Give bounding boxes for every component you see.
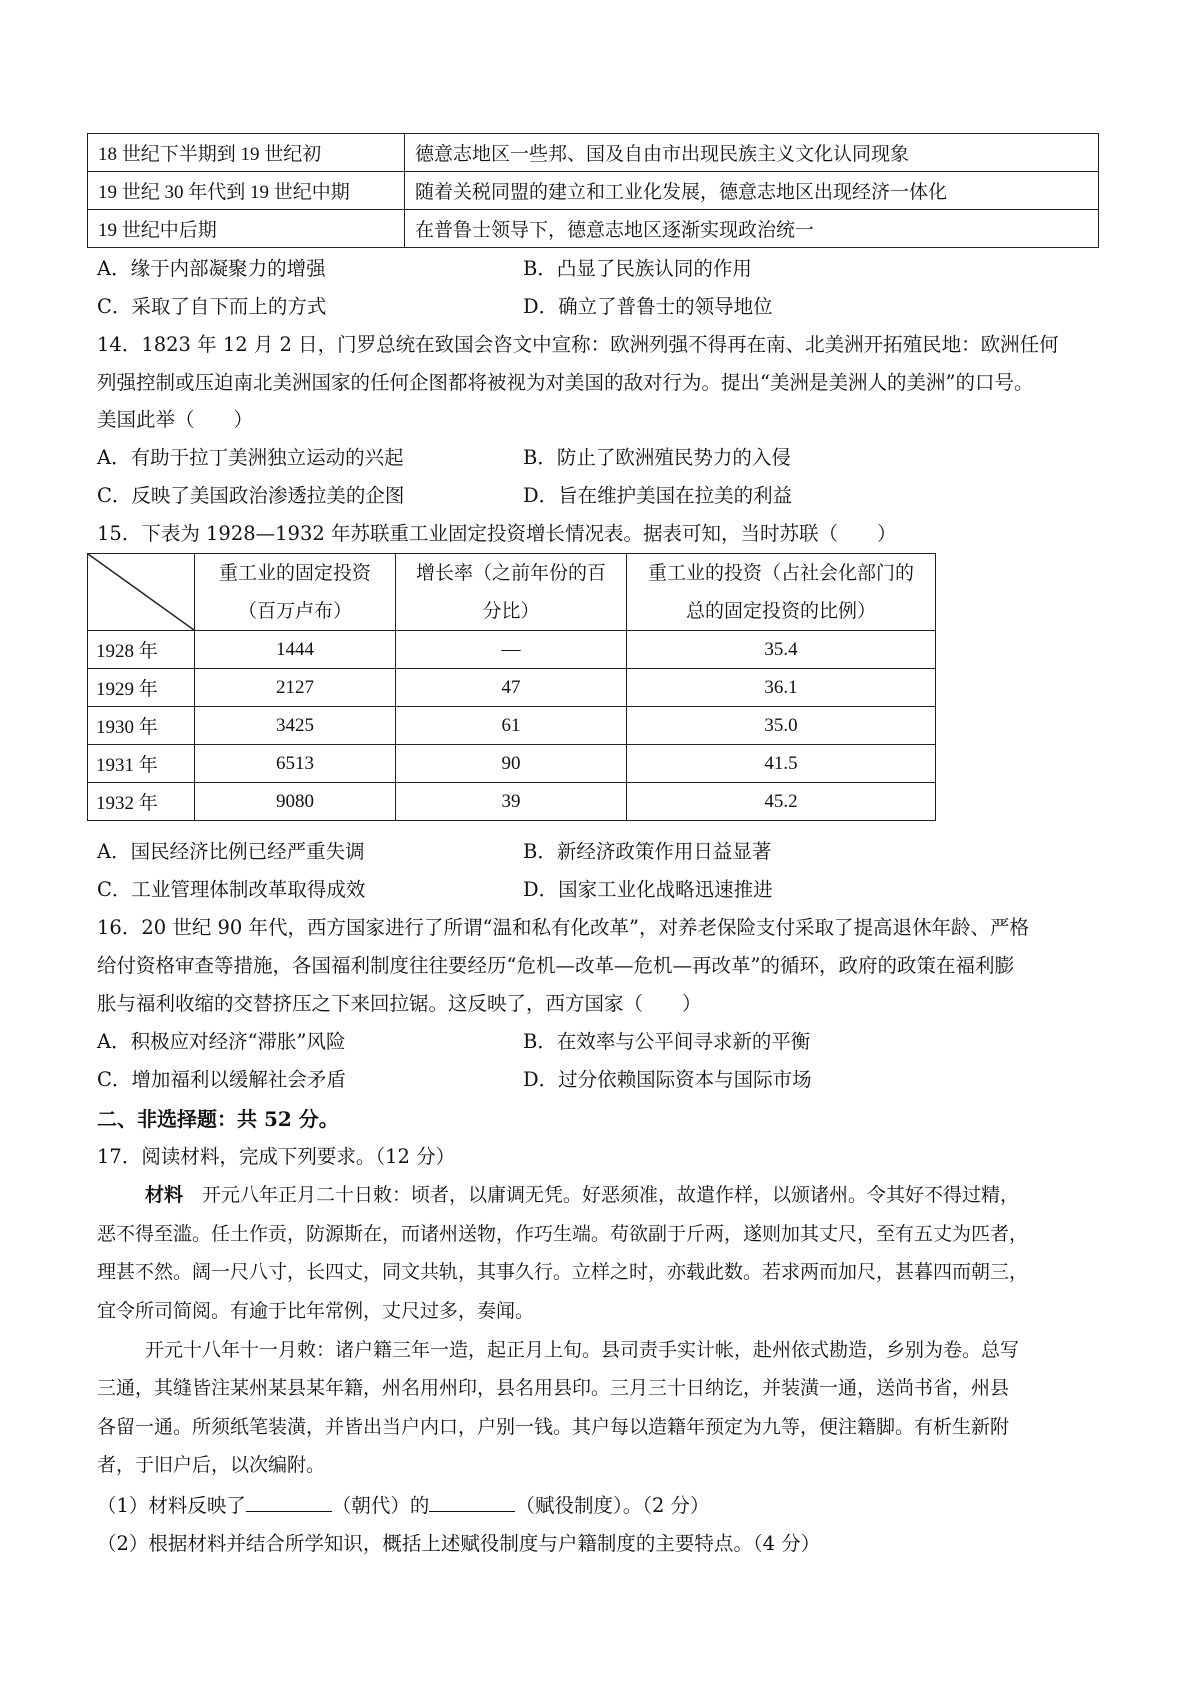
q16-stem-line1: 16．20 世纪 90 年代，西方国家进行了所谓“温和私有化改革”，对养老保险支付采取了提高退休年龄、严格 xyxy=(97,916,1029,939)
table-header-row xyxy=(88,554,936,631)
share-cell: 45.2 xyxy=(627,783,936,821)
q13-option-d: D．确立了普鲁士的领导地位 xyxy=(523,295,773,318)
table-row xyxy=(88,172,1099,210)
year-cell: 1930 年 xyxy=(88,707,195,745)
material-line4: 宜令所司简阅。有逾于比年常例，丈尺过多，奏闻。 xyxy=(97,1300,535,1322)
table-row xyxy=(88,134,1099,172)
header-investment xyxy=(195,554,396,631)
diagonal-header-cell xyxy=(88,554,195,631)
year-cell: 1929 年 xyxy=(88,669,195,707)
answer-blank-dynasty[interactable] xyxy=(246,1493,332,1512)
year-cell: 1931 年 xyxy=(88,745,195,783)
investment-cell: 1444 xyxy=(195,631,396,669)
event-cell: 德意志地区一些邦、国及自由市出现民族主义文化认同现象 xyxy=(405,134,1099,172)
share-cell: 36.1 xyxy=(627,669,936,707)
q14-stem-line2: 列强控制或压迫南北美洲国家的任何企图都将被视为对美国的敌对行为。提出“美洲是美洲人的美洲”的口号。 xyxy=(97,371,1034,394)
header-investment-line2: （百万卢布） xyxy=(237,600,352,622)
diagonal-line xyxy=(88,554,194,630)
material-line3: 理甚不然。阔一尺八寸，长四丈，同文共轨，其事久行。立样之时，亦载此数。若求两而加尺，甚暮四而朝三， xyxy=(97,1261,1029,1283)
q15-option-a: A．国民经济比例已经严重失调 xyxy=(97,840,365,863)
investment-cell: 6513 xyxy=(195,745,396,783)
table-row xyxy=(88,210,1099,248)
q16-stem-line3: 胀与福利收缩的交替挤压之下来回拉锯。这反映了，西方国家（ ） xyxy=(97,992,702,1015)
q15-option-d: D．国家工业化战略迅速推进 xyxy=(523,878,773,901)
material-line7: 各留一通。所须纸笔装潢，并皆出当户内口，户别一钱。其户每以造籍年预定为九等，便注籍脚。有析生新附 xyxy=(97,1416,1010,1438)
q17-sub1 xyxy=(97,1490,710,1518)
soviet-investment-table xyxy=(87,553,936,821)
q15-stem: 15．下表为 1928—1932 年苏联重工业固定投资增长情况表。据表可知，当时苏联（ ） xyxy=(97,522,897,545)
growth-cell: 90 xyxy=(396,745,627,783)
q17-sub2: （2）根据材料并结合所学知识，概括上述赋役制度与户籍制度的主要特点。（4 分） xyxy=(97,1532,821,1555)
growth-cell: — xyxy=(396,631,627,669)
material-text: 开元八年正月二十日敕：顷者，以庸调无凭。好恶须准，故遣作样，以颁诸州。令其好不得过精， xyxy=(202,1184,1020,1206)
table-row xyxy=(88,745,936,783)
sub1-text-b: （朝代）的 xyxy=(331,1494,430,1517)
header-investment-line1: 重工业的固定投资 xyxy=(218,562,371,584)
material-line5: 开元十八年十一月敕：诸户籍三年一造，起正月上旬。县司责手实计帐，赴州依式勘造，乡别为卷。总写 xyxy=(145,1339,1020,1361)
q13-option-c: C．采取了自下而上的方式 xyxy=(97,295,327,318)
investment-cell: 3425 xyxy=(195,707,396,745)
q13-option-a: A．缘于内部凝聚力的增强 xyxy=(97,257,326,280)
q14-option-c: C．反映了美国政治渗透拉美的企图 xyxy=(97,484,405,507)
period-cell: 18 世纪下半期到 19 世纪初 xyxy=(88,134,405,172)
header-share-line2: 总的固定投资的比例） xyxy=(685,600,876,622)
header-share xyxy=(627,554,936,631)
q17-stem: 17．阅读材料，完成下列要求。（12 分） xyxy=(97,1145,456,1168)
q14-stem-line3: 美国此举（ ） xyxy=(97,408,254,431)
period-cell: 19 世纪 30 年代到 19 世纪中期 xyxy=(88,172,405,210)
germany-unification-table xyxy=(87,133,1099,248)
material-line2: 恶不得至滥。任土作贡，防源斯在，而诸州送物，作巧生端。苟欲副于斤两，遂则加其丈尺，至有五丈为匹者， xyxy=(97,1223,1029,1245)
growth-cell: 39 xyxy=(396,783,627,821)
investment-cell: 9080 xyxy=(195,783,396,821)
event-cell: 随着关税同盟的建立和工业化发展，德意志地区出现经济一体化 xyxy=(405,172,1099,210)
material-line6: 三通，其缝皆注某州某县某年籍，州名用州印，县名用县印。三月三十日纳讫，并装潢一通，送尚书省，州县 xyxy=(97,1377,1010,1399)
sub1-text-c: （赋役制度）。（2 分） xyxy=(515,1494,710,1517)
investment-cell: 2127 xyxy=(195,669,396,707)
table-row xyxy=(88,707,936,745)
q15-option-b: B．新经济政策作用日益显著 xyxy=(523,840,772,863)
q15-option-c: C．工业管理体制改革取得成效 xyxy=(97,878,366,901)
header-growth-line1: 增长率（之前年份的百 xyxy=(415,562,606,584)
material-label: 材料 xyxy=(145,1184,184,1206)
q14-option-a: A．有助于拉丁美洲独立运动的兴起 xyxy=(97,446,404,469)
growth-cell: 47 xyxy=(396,669,627,707)
header-growth-line2: 分比） xyxy=(482,600,540,622)
table-row xyxy=(88,631,936,669)
q14-stem-line1: 14．1823 年 12 月 2 日，门罗总统在致国会咨文中宣称：欧洲列强不得再在南、北美洲开拓殖民地：欧洲任何 xyxy=(97,333,1059,356)
period-cell: 19 世纪中后期 xyxy=(88,210,405,248)
header-growth xyxy=(396,554,627,631)
share-cell: 35.0 xyxy=(627,707,936,745)
material-line1 xyxy=(145,1180,1019,1207)
share-cell: 35.4 xyxy=(627,631,936,669)
q13-option-b: B．凸显了民族认同的作用 xyxy=(523,257,752,280)
q16-stem-line2: 给付资格审查等措施，各国福利制度往往要经历“危机—改革—危机—再改革”的循环，政府的政策在福利膨 xyxy=(97,954,1014,977)
year-cell: 1928 年 xyxy=(88,631,195,669)
q16-option-c: C．增加福利以缓解社会矛盾 xyxy=(97,1068,346,1091)
year-cell: 1932 年 xyxy=(88,783,195,821)
header-share-line1: 重工业的投资（占社会化部门的 xyxy=(647,562,914,584)
q14-option-b: B．防止了欧洲殖民势力的入侵 xyxy=(523,446,791,469)
table-row xyxy=(88,669,936,707)
sub1-text-a: （1）材料反映了 xyxy=(97,1494,246,1517)
table-row xyxy=(88,783,936,821)
share-cell: 41.5 xyxy=(627,745,936,783)
q16-option-b: B．在效率与公平间寻求新的平衡 xyxy=(523,1030,811,1053)
q16-option-d: D．过分依赖国际资本与国际市场 xyxy=(523,1068,812,1091)
event-cell: 在普鲁士领导下，德意志地区逐渐实现政治统一 xyxy=(405,210,1099,248)
growth-cell: 61 xyxy=(396,707,627,745)
section-heading: 二、非选择题：共 52 分。 xyxy=(97,1107,339,1131)
answer-blank-system[interactable] xyxy=(429,1493,515,1512)
material-line8: 者，于旧户后，以次编附。 xyxy=(97,1454,326,1476)
q16-option-a: A．积极应对经济“滞胀”风险 xyxy=(97,1030,346,1053)
q14-option-d: D．旨在维护美国在拉美的利益 xyxy=(523,484,793,507)
